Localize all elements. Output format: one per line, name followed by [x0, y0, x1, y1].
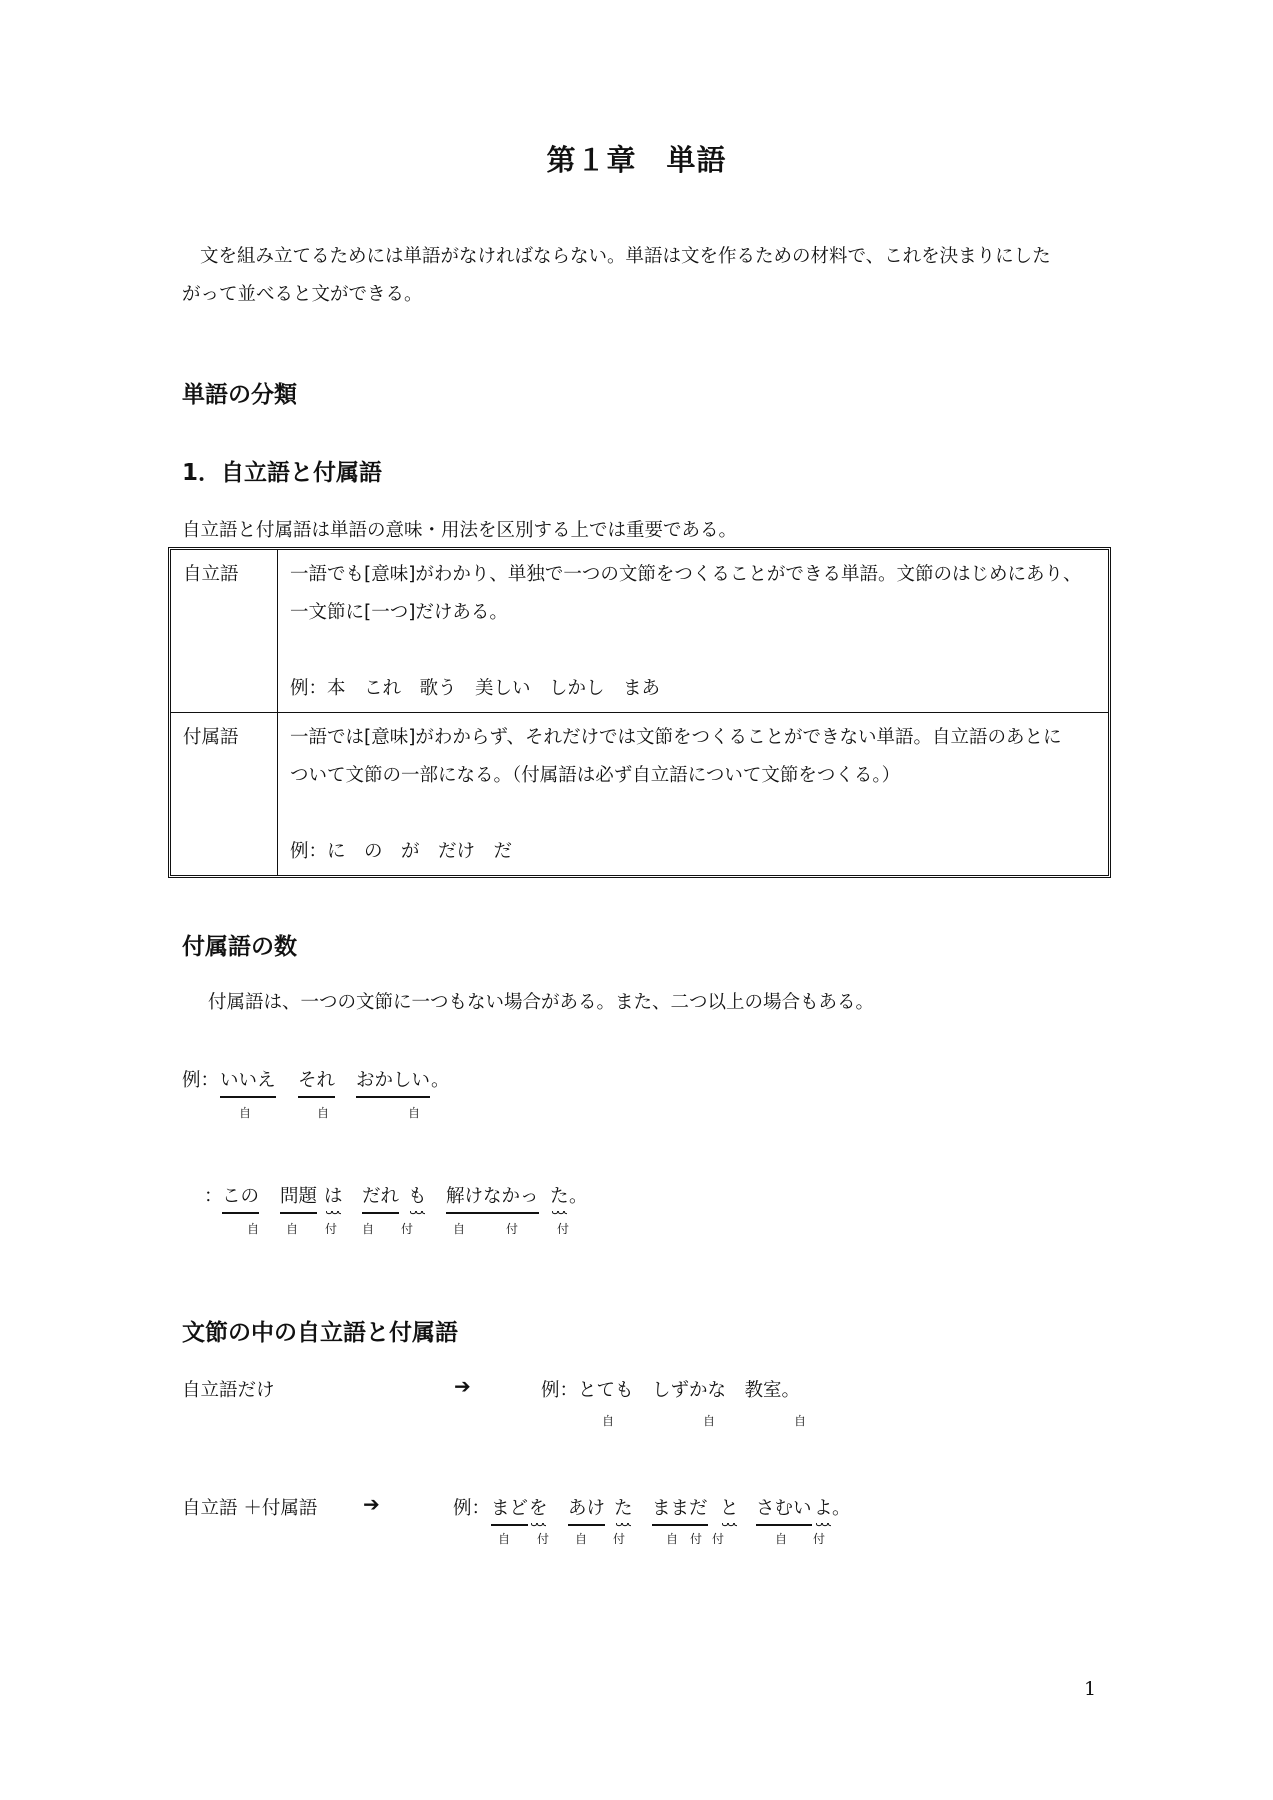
intro-line-1: 文を組み立てるためには単語がなければならない。単語は文を作るための材料で、これを決まりにした	[200, 246, 1051, 267]
tag-independent: 自	[702, 1414, 715, 1428]
tag-dependent: 付	[324, 1222, 337, 1236]
example-prefix: 例：	[453, 1498, 491, 1519]
term-cell: 付属語	[171, 713, 278, 875]
tag-independent: 自	[774, 1532, 787, 1546]
section-lead: 自立語と付属語は単語の意味・用法を区別する上では重要である。	[182, 520, 738, 541]
sentence-end: 。	[431, 1070, 450, 1091]
word-independent: だれ	[362, 1182, 399, 1214]
tag-dependent: 付	[612, 1532, 625, 1546]
tag-dependent: 付	[689, 1532, 702, 1546]
definition-cell	[278, 713, 1108, 875]
tag-dependent: 付	[556, 1222, 569, 1236]
word-independent: この	[222, 1182, 259, 1214]
tag-independent: 自	[246, 1222, 259, 1236]
tag-independent: 自	[316, 1106, 329, 1120]
word-independent: あけ	[568, 1494, 605, 1526]
definition-cell	[278, 550, 1108, 713]
example-prefix: ：	[204, 1186, 223, 1207]
page-number: 1	[1084, 1678, 1097, 1700]
word-independent: おかしい	[356, 1066, 430, 1098]
tag-independent: 自	[361, 1222, 374, 1236]
arrow-right-icon: ➔	[454, 1374, 471, 1398]
word-independent: まど	[491, 1494, 528, 1526]
tag-dependent: 付	[711, 1532, 724, 1546]
pattern-label: 自立語だけ	[182, 1380, 275, 1401]
word-independent: それ	[298, 1066, 335, 1098]
tag-independent: 自	[793, 1414, 806, 1428]
tag-independent: 自	[574, 1532, 587, 1546]
arrow-right-icon: ➔	[363, 1492, 380, 1516]
tag-independent: 自	[407, 1106, 420, 1120]
definition-table	[168, 547, 1111, 878]
pattern-example: 例：とても しずかな 教室。	[541, 1380, 801, 1401]
word-independent: いいえ	[220, 1066, 276, 1098]
word-dependent: よ	[814, 1494, 833, 1524]
tag-independent: 自	[285, 1222, 298, 1236]
word-dependent: も	[408, 1182, 427, 1212]
page-title: 第１章 単語	[546, 143, 727, 177]
definition-example: 例：本 これ 歌う 美しい しかし まあ	[290, 678, 661, 699]
table-row	[171, 713, 1108, 875]
word-independent: 解けなかっ	[446, 1182, 539, 1214]
section-heading-count: 付属語の数	[182, 934, 297, 960]
intro-line-2: がって並べると文ができる。	[182, 284, 423, 305]
word-dependent: た	[550, 1182, 569, 1212]
sentence-end: 。	[832, 1498, 851, 1519]
word-independent: ままだ	[652, 1494, 708, 1526]
tag-independent: 自	[452, 1222, 465, 1236]
definition-line: 一文節に[一つ]だけある。	[290, 602, 508, 623]
count-text: 付属語は、一つの文節に一つもない場合がある。また、二つ以上の場合もある。	[208, 992, 875, 1013]
term-cell: 自立語	[171, 550, 278, 713]
section-heading-independent-dependent: 1．自立語と付属語	[182, 460, 383, 486]
tag-dependent: 付	[812, 1532, 825, 1546]
word-independent: さむい	[756, 1494, 812, 1526]
pattern-label: 自立語 ＋付属語	[182, 1498, 318, 1519]
section-heading-inner: 文節の中の自立語と付属語	[182, 1320, 458, 1346]
tag-dependent: 付	[400, 1222, 413, 1236]
tag-independent: 自	[497, 1532, 510, 1546]
word-dependent: は	[324, 1182, 343, 1212]
section-heading-classification: 単語の分類	[182, 382, 297, 408]
tag-independent: 自	[238, 1106, 251, 1120]
word-dependent: た	[614, 1494, 633, 1524]
example-prefix: 例：	[182, 1070, 220, 1091]
definition-line: 一語でも[意味]がわかり、単独で一つの文節をつくることができる単語。文節のはじめにあり、	[290, 564, 1082, 585]
word-dependent: と	[720, 1494, 739, 1524]
word-independent: 問題	[280, 1182, 317, 1214]
word-dependent: を	[529, 1494, 548, 1524]
tag-dependent: 付	[505, 1222, 518, 1236]
definition-line: 一語では[意味]がわからず、それだけでは文節をつくることができない単語。自立語のあとに	[290, 727, 1062, 748]
definition-line: ついて文節の一部になる。（付属語は必ず自立語について文節をつくる。）	[290, 765, 901, 786]
sentence-end: 。	[569, 1186, 588, 1207]
tag-independent: 自	[665, 1532, 678, 1546]
tag-independent: 自	[601, 1414, 614, 1428]
definition-example: 例：に の が だけ だ	[290, 841, 513, 862]
table-row	[171, 550, 1108, 713]
tag-dependent: 付	[536, 1532, 549, 1546]
